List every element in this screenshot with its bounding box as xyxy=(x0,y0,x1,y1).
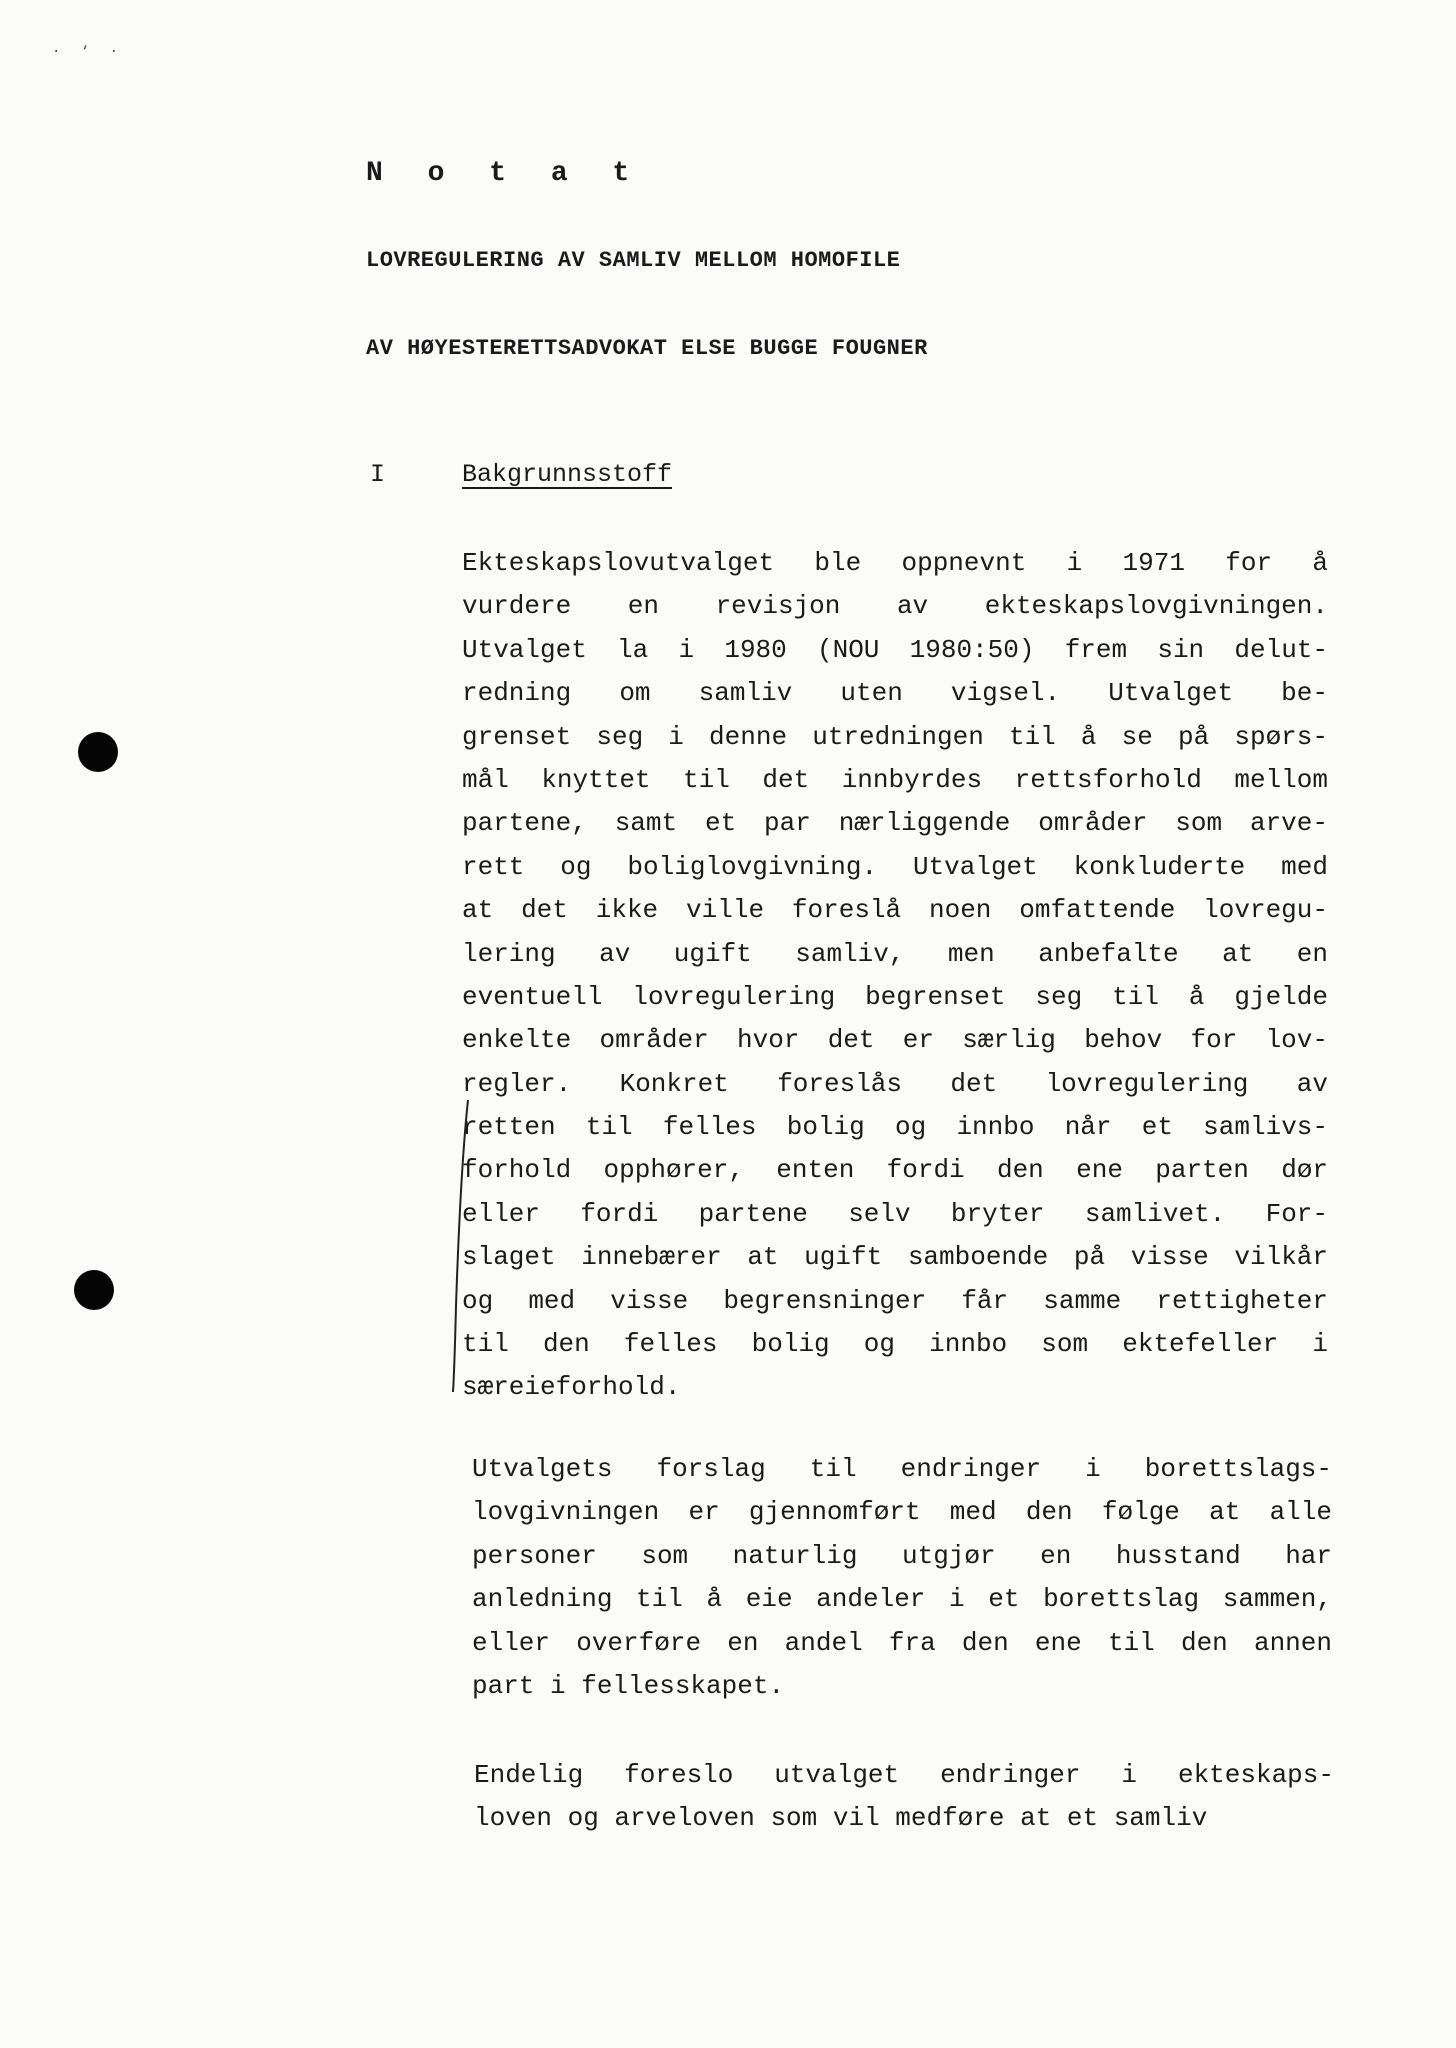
document-label: N o t a t xyxy=(366,158,644,189)
paragraph-line: redning om samliv uten vigsel. Utvalget be- xyxy=(462,678,1328,709)
paragraph-line: Utvalget la i 1980 (NOU 1980:50) frem sin delut- xyxy=(462,634,1328,665)
paragraph-3 xyxy=(474,1754,1334,1841)
paragraph-line: Ekteskapslovutvalget ble oppnevnt i 1971 for å xyxy=(462,548,1328,578)
paragraph-line: part i fellesskapet. xyxy=(472,1670,785,1701)
paragraph-line: partene, samt et par nærliggende områder som arve- xyxy=(462,808,1328,839)
paragraph-line: eventuell lovregulering begrenset seg til å gjelde xyxy=(462,981,1328,1012)
paragraph-line: at det ikke ville foreslå noen omfattende lovregu- xyxy=(462,895,1328,926)
punch-hole-top xyxy=(78,732,118,772)
paragraph-line: mål knyttet til det innbyrdes rettsforhold mellom xyxy=(462,764,1328,795)
section-number: I xyxy=(370,460,386,489)
paragraph-line: vurdere en revisjon av ekteskapslovgivningen. xyxy=(462,591,1328,622)
paragraph-2 xyxy=(472,1448,1332,1708)
paragraph-line: Endelig foreslo utvalget endringer i ekteskaps- xyxy=(474,1760,1334,1790)
paragraph-line: slaget innebærer at ugift samboende på visse vilkår xyxy=(462,1242,1328,1273)
paragraph-line: enkelte områder hvor det er særlig behov for lov- xyxy=(462,1025,1328,1056)
document-heading-author: AV HØYESTERETTSADVOKAT ELSE BUGGE FOUGNER xyxy=(366,336,928,361)
paragraph-line: loven og arveloven som vil medføre at et samliv xyxy=(474,1803,1208,1834)
paragraph-line: Utvalgets forslag til endringer i borettslags- xyxy=(472,1454,1332,1484)
paragraph-line: grenset seg i denne utredningen til å se på spørs- xyxy=(462,721,1328,752)
paragraph-line: lovgivningen er gjennomført med den følge at alle xyxy=(472,1497,1332,1528)
paragraph-line: rett og boliglovgivning. Utvalget konkluderte med xyxy=(462,851,1328,882)
paragraph-line: forhold opphører, enten fordi den ene parten dør xyxy=(462,1155,1328,1186)
section-title: Bakgrunnsstoff xyxy=(462,460,673,489)
paragraph-line: lering av ugift samliv, men anbefalte at en xyxy=(462,938,1328,969)
document-heading-title: LOVREGULERING AV SAMLIV MELLOM HOMOFILE xyxy=(366,248,901,273)
paragraph-line: anledning til å eie andeler i et borettslag sammen, xyxy=(472,1584,1332,1615)
paragraph-line: regler. Konkret foreslås det lovregulering av xyxy=(462,1068,1328,1099)
paragraph-line: eller overføre en andel fra den ene til den annen xyxy=(472,1627,1332,1658)
paragraph-line: særeieforhold. xyxy=(462,1372,681,1403)
paper-speck-marks: · ‘ · xyxy=(52,44,125,60)
paragraph-line: til den felles bolig og innbo som ektefeller i xyxy=(462,1329,1328,1360)
punch-hole-bottom xyxy=(74,1270,114,1310)
paragraph-1 xyxy=(462,542,1328,1410)
paragraph-line: eller fordi partene selv bryter samlivet. For- xyxy=(462,1198,1328,1229)
paragraph-line: og med visse begrensninger får samme rettigheter xyxy=(462,1285,1328,1316)
paragraph-line: personer som naturlig utgjør en husstand har xyxy=(472,1540,1332,1571)
handwritten-margin-line xyxy=(448,1096,478,1396)
paragraph-line: retten til felles bolig og innbo når et samlivs- xyxy=(462,1112,1328,1143)
